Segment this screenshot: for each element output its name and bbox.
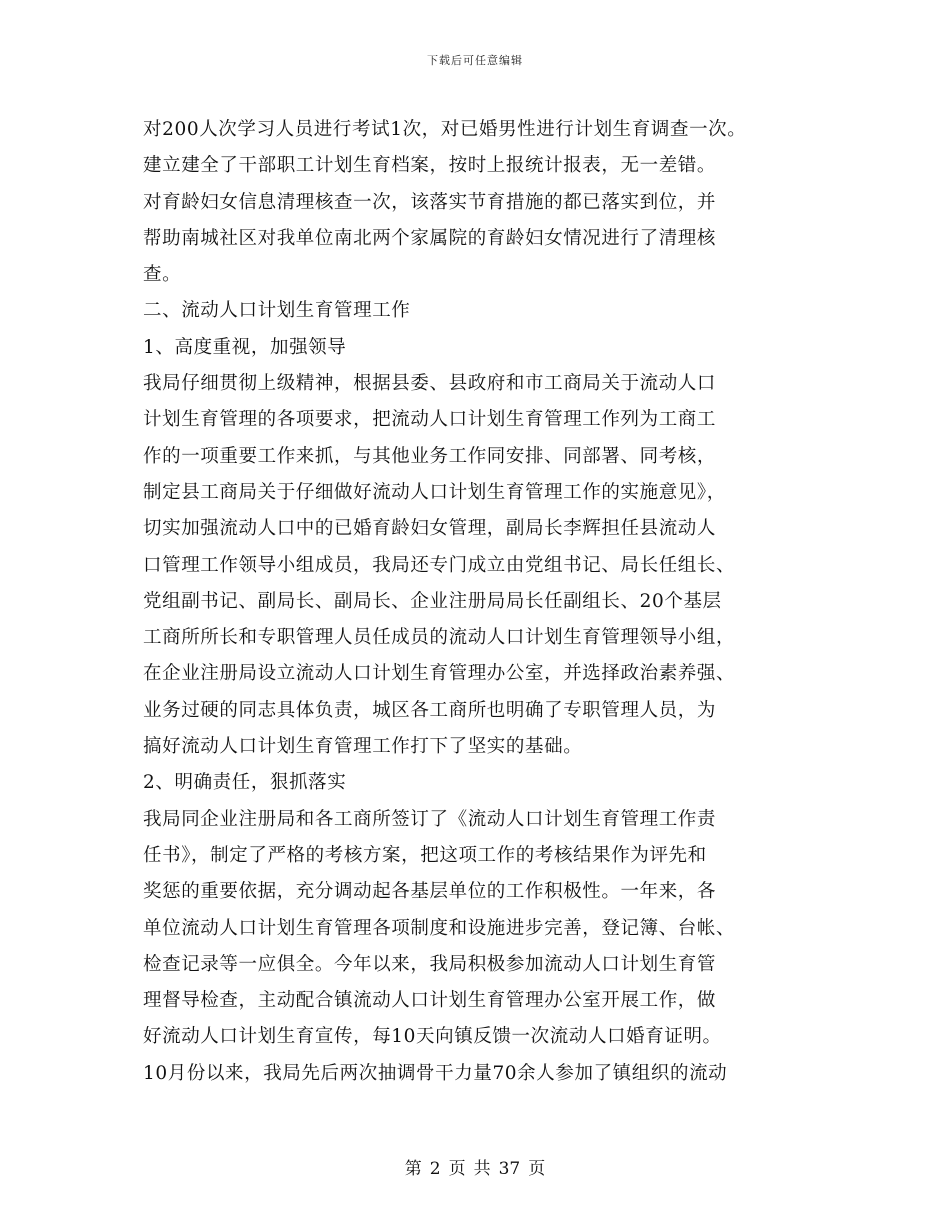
paragraph-line: 我局仔细贯彻上级精神，根据县委、县政府和市工商局关于流动人口 (143, 373, 717, 395)
paragraph-line: 工商所所长和专职管理人员任成员的流动人口计划生育管理领导小组， (143, 627, 736, 649)
subsection-heading: 1、高度重视，加强领导 (143, 336, 347, 358)
page-suffix: 页 (528, 1159, 546, 1179)
paragraph-line: 检查记录等一应俱全。今年以来，我局积极参加流动人口计划生育管 (143, 953, 717, 975)
paragraph-line: 搞好流动人口计划生育管理工作打下了坚实的基础。 (143, 736, 583, 758)
paragraph-line: 对育龄妇女信息清理核查一次，该落实节育措施的都已落实到位，并 (143, 191, 717, 213)
paragraph-line: 作的一项重要工作来抓，与其他业务工作同安排、同部署、同考核， (143, 445, 717, 467)
document-body (143, 112, 843, 1092)
paragraph-line: 帮助南城社区对我单位南北两个家属院的育龄妇女情况进行了清理核 (143, 227, 717, 249)
page-word: 页 (448, 1159, 466, 1179)
paragraph-line: 口管理工作领导小组成员，我局还专门成立由党组书记、局长任组长、 (143, 554, 736, 576)
total-pages-number: 37 (498, 1159, 521, 1179)
paragraph-line: 制定县工商局关于仔细做好流动人口计划生育管理工作的实施意见》， (143, 481, 726, 503)
paragraph-line: 单位流动人口计划生育管理各项制度和设施进步完善，登记簿、台帐、 (143, 917, 736, 939)
page-prefix: 第 (404, 1159, 422, 1179)
paragraph-line: 10月份以来，我局先后两次抽调骨干力量70余人参加了镇组织的流动 (143, 1062, 728, 1084)
total-word: 共 (473, 1159, 491, 1179)
page-footer (0, 1154, 950, 1179)
paragraph-line: 在企业注册局设立流动人口计划生育管理办公室，并选择政治素养强、 (143, 663, 736, 685)
paragraph-line: 对200人次学习人员进行考试1次，对已婚男性进行计划生育调查一次。 (143, 119, 747, 140)
section-heading: 二、流动人口计划生育管理工作 (143, 300, 411, 322)
subsection-heading: 2、明确责任，狠抓落实 (143, 772, 347, 794)
paragraph-line: 切实加强流动人口中的已婚育龄妇女管理，副局长李辉担任县流动人 (143, 518, 717, 540)
paragraph-line: 查。 (143, 264, 182, 286)
paragraph-line: 建立建全了干部职工计划生育档案，按时上报统计报表，无一差错。 (143, 155, 717, 177)
paragraph-line: 任书》，制定了严格的考核方案，把这项工作的考核结果作为评先和 (143, 844, 707, 866)
paragraph-line: 计划生育管理的各项要求，把流动人口计划生育管理工作列为工商工 (143, 409, 717, 431)
paragraph-line: 理督导检查，主动配合镇流动人口计划生育管理办公室开展工作，做 (143, 990, 717, 1012)
paragraph-line: 党组副书记、副局长、副局长、企业注册局局长任副组长、20个基层 (143, 590, 722, 612)
paragraph-line: 好流动人口计划生育宣传，每10天向镇反馈一次流动人口婚育证明。 (143, 1026, 722, 1048)
paragraph-line: 我局同企业注册局和各工商所签订了《流动人口计划生育管理工作责 (143, 808, 717, 830)
paragraph-line: 奖惩的重要依据，充分调动起各基层单位的工作积极性。一年来，各 (143, 881, 717, 903)
page-header: 下载后可任意编辑 (427, 54, 523, 67)
current-page-number: 2 (429, 1159, 441, 1179)
paragraph-line: 业务过硬的同志具体负责，城区各工商所也明确了专职管理人员，为 (143, 699, 717, 721)
